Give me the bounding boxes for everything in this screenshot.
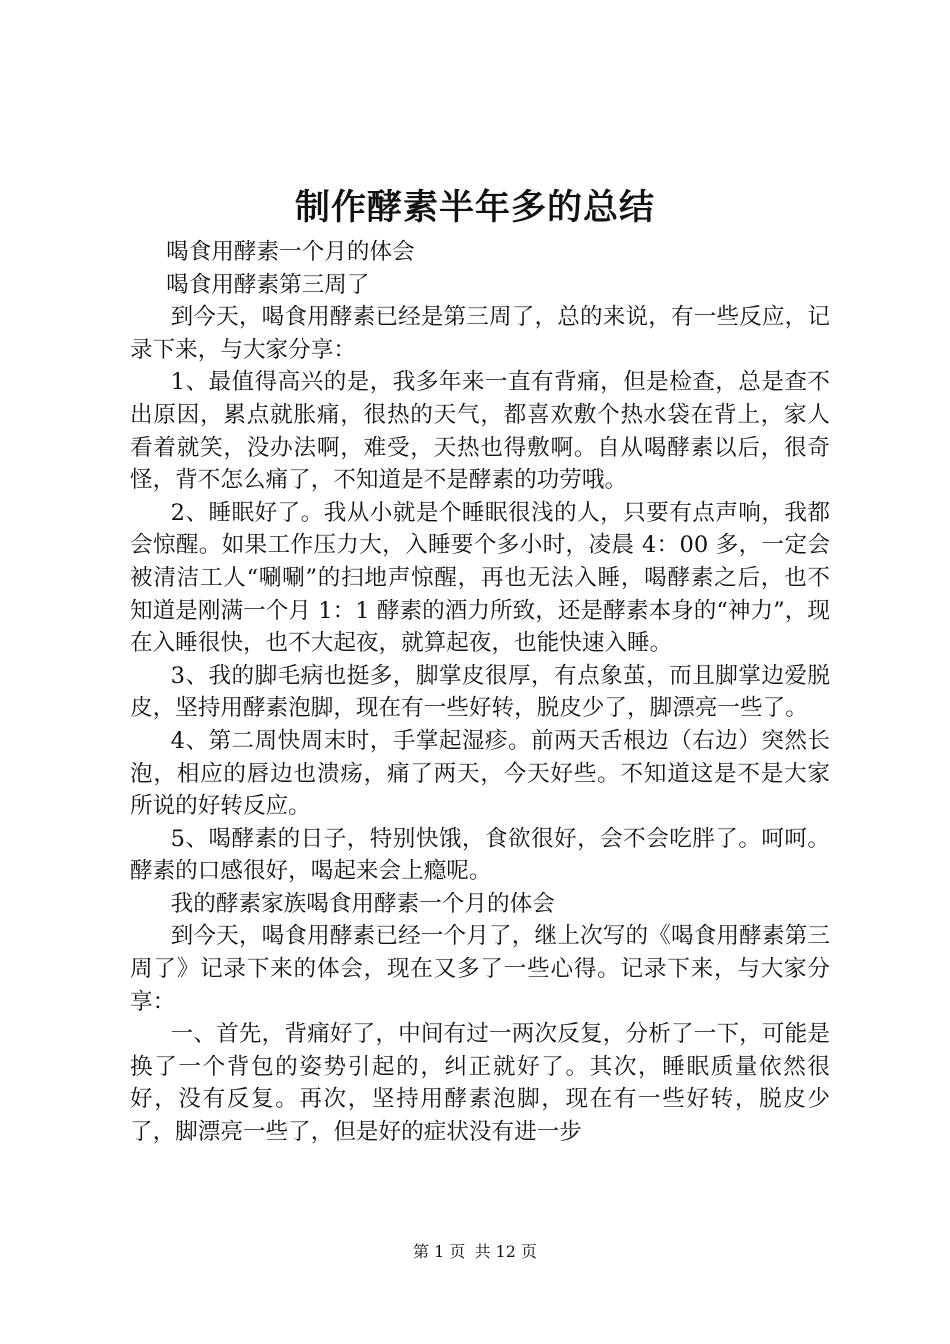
body-paragraph: 3、我的脚毛病也挺多，脚掌皮很厚，有点象茧，而且脚掌边爱脱皮，坚持用酵素泡脚，现在有一些好转，脱皮少了，脚漂亮一些了。 [130, 662, 830, 722]
body-paragraph: 到今天，喝食用酵素已经一个月了，继上次写的《喝食用酵素第三周了》记录下来的体会，现在又多了一些心得。记录下来，与大家分享： [130, 923, 830, 1015]
body-paragraph: 2、睡眠好了。我从小就是个睡眠很浅的人，只要有点声响，我都会惊醒。如果工作压力大，入睡要个多小时，凌晨 4：00 多，一定会被清洁工人“唰唰”的扫地声惊醒，再也无法入睡，喝酵素之后，也不知道是刚满一个月 1：1 酵素的酒力所致，还是酵素本身的“神力”，现在入睡很快，也不大起夜，就算起夜，也能快速入睡。 [130, 499, 830, 657]
section-heading: 喝食用酵素第三周了 [166, 271, 370, 298]
page-total: 共 12 页 [474, 1242, 537, 1261]
body-paragraph: 1、最值得高兴的是，我多年来一直有背痛，但是检查，总是查不出原因，累点就胀痛，很热的天气，都喜欢敷个热水袋在背上，家人看着就笑，没办法啊，难受，天热也得敷啊。自从喝酵素以后，很奇怪，背不怎么痛了，不知道是不是酵素的功劳哦。 [130, 369, 830, 494]
page-number: 第 1 页 [413, 1242, 466, 1261]
section-heading: 喝食用酵素一个月的体会 [166, 239, 415, 265]
body-paragraph: 5、喝酵素的日子，特别快饿，食欲很好，会不会吃胖了。呵呵。酵素的口感很好，喝起来会上瘾呢。 [130, 825, 830, 885]
body-paragraph: 一、首先，背痛好了，中间有过一两次反复，分析了一下，可能是换了一个背包的姿势引起的，纠正就好了。其次，睡眠质量依然很好，没有反复。再次，坚持用酵素泡脚，现在有一些好转，脱皮少了，脚漂亮一些了，但是好的症状没有进一步 [130, 1021, 830, 1146]
body-paragraph: 4、第二周快周末时，手掌起湿疹。前两天舌根边（右边）突然长泡，相应的唇边也溃疡，痛了两天，今天好些。不知道这是不是大家所说的好转反应。 [130, 727, 830, 820]
document-body [130, 236, 830, 1149]
page-footer [0, 1239, 950, 1262]
document-title: 制作酵素半年多的总结 [294, 187, 655, 228]
body-paragraph: 我的酵素家族喝食用酵素一个月的体会 [170, 890, 555, 917]
body-paragraph: 到今天，喝食用酵素已经是第三周了，总的来说，有一些反应，记录下来，与大家分享： [130, 304, 830, 363]
